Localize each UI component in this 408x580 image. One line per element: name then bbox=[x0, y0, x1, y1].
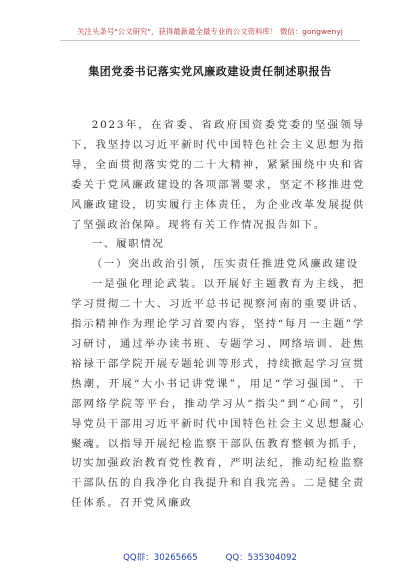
header-divider bbox=[60, 40, 360, 41]
qq-group: QQ群：30265665 bbox=[123, 553, 198, 563]
subsection-heading: （一）突出政治引领，压实责任推进党风廉政建设 bbox=[91, 258, 359, 271]
qq-number: QQ：535304092 bbox=[225, 553, 297, 563]
footer-contact bbox=[60, 551, 360, 563]
document-body bbox=[71, 116, 365, 514]
section-heading: 一、履职情况 bbox=[91, 238, 165, 251]
page-title: 集团党委书记落实党风廉政建设责任制述职报告 bbox=[88, 65, 332, 78]
paragraph-intro: 2023年，在省委、省政府国资委党委的坚强领导下，我坚持以习近平新时代中国特色社会主义思想为指导，全面贯彻落实党的二十大精神，紧紧围绕中央和省委关于党风廉政建设的各项部署要求，坚定不移推进党风廉政建设，切实履行主体责任，为企业改革发展提供了坚强政治保障。现将有关工作情况报告如下。 bbox=[71, 119, 365, 231]
header-banner: 关注头条号"公文研究"，获得最新最全最专业的公文资料库！ 微信：gongwenyj bbox=[77, 27, 343, 36]
paragraph-body: 一是强化理论武装。以开展好主题教育为主线，把学习贯彻二十大、习近平总书记视察河南的重要讲话、指示精神作为理论学习首要内容，坚持“每月一主题”学习研讨，通过举办读书班、专题学习、网络培训、赴焦裕禄干部学院开展专题轮训等形式，持续掀起学习宣贯热潮，开展“大小书记讲党课”，用足“学习强国”、干部网络学院等平台，推动学习从“指尖”到“心间”，引导党员干部用习近平新时代中国特色社会主义思想凝心聚魂。以指导开展纪检监察干部队伍教育整顿为抓手，切实加强政治教育党性教育，严明法纪，推动纪检监察干部队伍的自我净化自我提升和自我完善。二是健全责任体系。召开党风廉政 bbox=[71, 278, 365, 510]
